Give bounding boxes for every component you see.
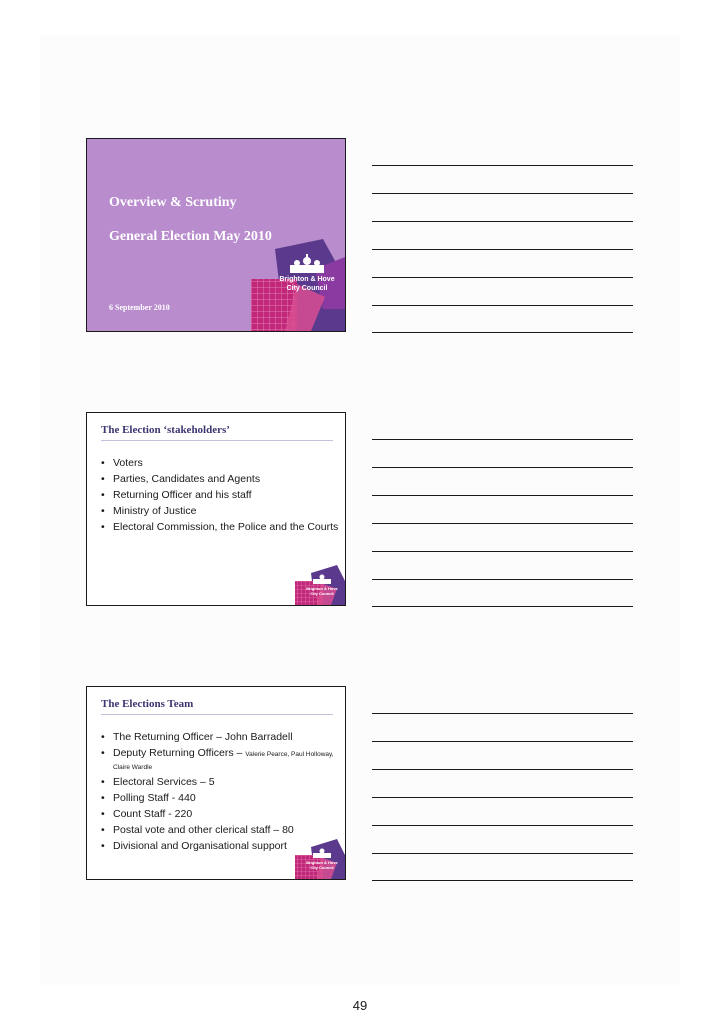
notes-line — [372, 221, 633, 222]
bullet-item: • Polling Staff - 440 — [101, 792, 339, 805]
bullet-list — [101, 731, 339, 856]
notes-line — [372, 495, 633, 496]
deputy-names: Valerie Pearce, Paul Holloway, Claire Wardle — [113, 751, 334, 771]
notes-line — [372, 193, 633, 194]
bullet-list — [101, 457, 339, 537]
presentation-title: Overview & Scrutiny — [109, 195, 237, 210]
notes-line — [372, 606, 633, 607]
bullet-item: • Parties, Candidates and Agents — [101, 473, 339, 486]
logo-line-2: City Council — [310, 865, 334, 870]
notes-line — [372, 880, 633, 881]
notes-line — [372, 853, 633, 854]
notes-line — [372, 305, 633, 306]
bullet-item: • Electoral Services – 5 — [101, 776, 339, 789]
notes-line — [372, 713, 633, 714]
logo-line-2: City Council — [310, 591, 334, 596]
notes-line — [372, 523, 633, 524]
council-logo-artwork — [245, 239, 345, 331]
notes-line — [372, 797, 633, 798]
presentation-subtitle: General Election May 2010 — [109, 229, 272, 244]
logo-line-1: Brighton & Hove — [306, 586, 338, 591]
council-logo-artwork — [293, 839, 345, 879]
bullet-text: Deputy Returning Officers – — [113, 747, 246, 759]
notes-line — [372, 439, 633, 440]
slide-stakeholders — [86, 412, 346, 606]
council-logo-artwork — [293, 565, 345, 605]
notes-line — [372, 332, 633, 333]
notes-line — [372, 741, 633, 742]
logo-line-1: Brighton & Hove — [306, 860, 338, 865]
slide-heading: The Elections Team — [101, 698, 333, 715]
bullet-item: • Postal vote and other clerical staff – 80 — [101, 824, 339, 837]
slide-title — [86, 138, 346, 332]
notes-line — [372, 277, 633, 278]
bullet-item: • Voters — [101, 457, 339, 470]
notes-line — [372, 165, 633, 166]
bullet-item: • Returning Officer and his staff — [101, 489, 339, 502]
notes-line — [372, 551, 633, 552]
notes-line — [372, 249, 633, 250]
logo-line-1: Brighton & Hove — [279, 276, 335, 283]
bullet-item: • Ministry of Justice — [101, 505, 339, 518]
bullet-item: • The Returning Officer – John Barradell — [101, 731, 339, 744]
page-number: 49 — [352, 998, 368, 1013]
bullet-item: • Electoral Commission, the Police and the Courts — [101, 521, 339, 534]
notes-line — [372, 769, 633, 770]
notes-line — [372, 825, 633, 826]
slide-heading: The Election ‘stakeholders’ — [101, 424, 333, 441]
bullet-item: • Divisional and Organisational support — [101, 840, 339, 853]
bullet-item: • Count Staff - 220 — [101, 808, 339, 821]
notes-line — [372, 467, 633, 468]
logo-line-2: City Council — [286, 285, 328, 292]
bullet-item-deputy — [101, 747, 339, 773]
notes-line — [372, 579, 633, 580]
presentation-date: 6 September 2010 — [109, 303, 170, 312]
slide-elections-team — [86, 686, 346, 880]
